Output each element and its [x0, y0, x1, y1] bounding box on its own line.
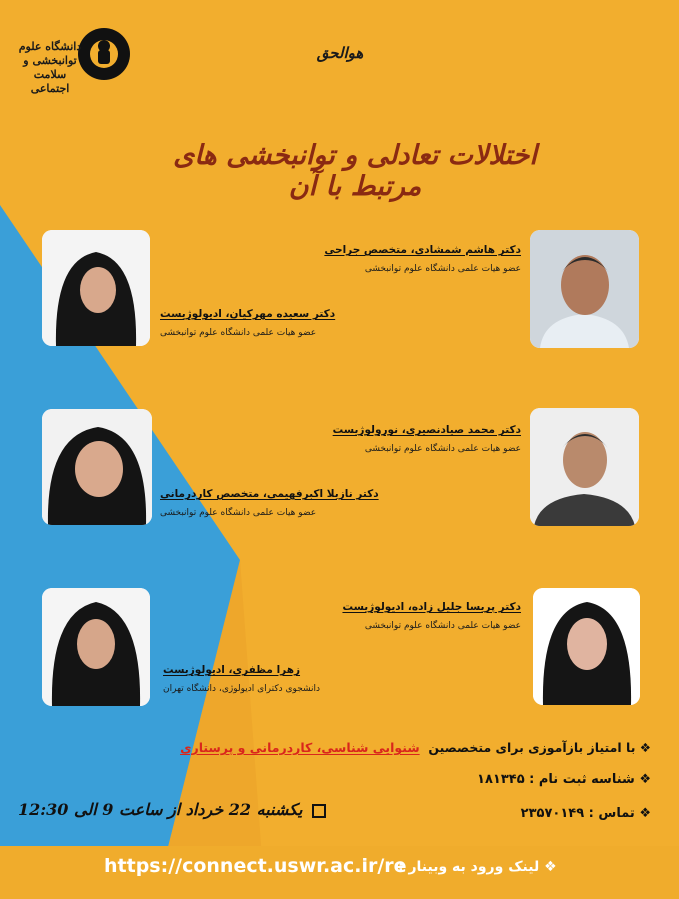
bullet-icon: ❖	[544, 859, 557, 875]
woman-portrait-icon	[42, 588, 150, 706]
speaker-6-photo	[42, 588, 150, 706]
speaker-5-name: دکتر پریسا جلیل زاده، ادیولوژیست	[342, 601, 521, 613]
speaker-4-affiliation: عضو هیات علمی دانشگاه علوم توانبخشی	[160, 508, 317, 518]
webinar-link[interactable]: https://connect.uswr.ac.ir/re	[104, 855, 407, 877]
speaker-6-name: زهرا مظفری، ادیولوژیست	[163, 664, 301, 676]
webinar-link-label	[398, 859, 557, 875]
contact-phone: تماس : ۲۳۵۷۰۱۴۹	[520, 806, 635, 821]
speaker-4-name: دکتر نازیلا اکبرفهیمی، متخصص کاردرمانی	[160, 488, 379, 500]
woman-portrait-icon	[533, 588, 640, 705]
man-portrait-icon	[530, 230, 639, 348]
speaker-6-affiliation: دانشجوی دکترای ادیولوژی، دانشگاه تهران	[163, 684, 321, 694]
points-fields: شنوایی شناسی، کاردرمانی و پرستاری	[180, 740, 420, 755]
contact-row	[521, 806, 651, 821]
woman-portrait-icon	[42, 409, 152, 525]
bullet-icon: ❖	[639, 740, 651, 755]
date-text: یکشنبه 22 خرداد از ساعت 9 الی 12:30	[18, 800, 303, 819]
bullet-icon: ❖	[639, 806, 651, 821]
woman-portrait-icon	[42, 230, 150, 346]
speaker-1-affiliation: عضو هیات علمی دانشگاه علوم توانبخشی	[364, 264, 521, 274]
header-basmala: هوالحق	[316, 44, 364, 62]
bullet-icon: ❖	[639, 772, 651, 787]
speaker-3-photo	[530, 408, 639, 526]
speaker-1-name: دکتر هاشم شمشادی، متخصص جراحی	[324, 244, 521, 256]
speaker-2-photo	[42, 230, 150, 346]
poster-title: اختلالات تعادلی و توانبخشی های مرتبط با آن	[173, 140, 537, 202]
points-prefix: با امتیاز بازآموزی برای متخصصین	[428, 740, 636, 755]
event-date	[18, 800, 326, 819]
speaker-4-photo	[42, 409, 152, 525]
speaker-2-affiliation: عضو هیات علمی دانشگاه علوم توانبخشی	[160, 328, 317, 338]
logo-text: دانشگاه علوم توانبخشی و سلامت اجتماعی	[18, 40, 82, 95]
speaker-3-affiliation: عضو هیات علمی دانشگاه علوم توانبخشی	[364, 444, 521, 454]
checkbox-icon	[312, 804, 326, 818]
man-portrait-icon	[530, 408, 639, 526]
speaker-5-photo	[533, 588, 640, 705]
speaker-5-affiliation: عضو هیات علمی دانشگاه علوم توانبخشی	[364, 621, 521, 631]
registration-id: شناسه ثبت نام : ۱۸۱۳۴۵	[477, 772, 635, 787]
link-label-text: لینک ورود به وبینار :	[398, 859, 540, 875]
speaker-2-name: دکتر سعیده مهرکیان، ادیولوژیست	[160, 308, 336, 320]
registration-row	[477, 772, 651, 787]
continuing-education-points	[180, 740, 651, 755]
speaker-1-photo	[530, 230, 639, 348]
speaker-3-name: دکتر محمد صیادنصیری، نورولوژیست	[332, 424, 521, 436]
